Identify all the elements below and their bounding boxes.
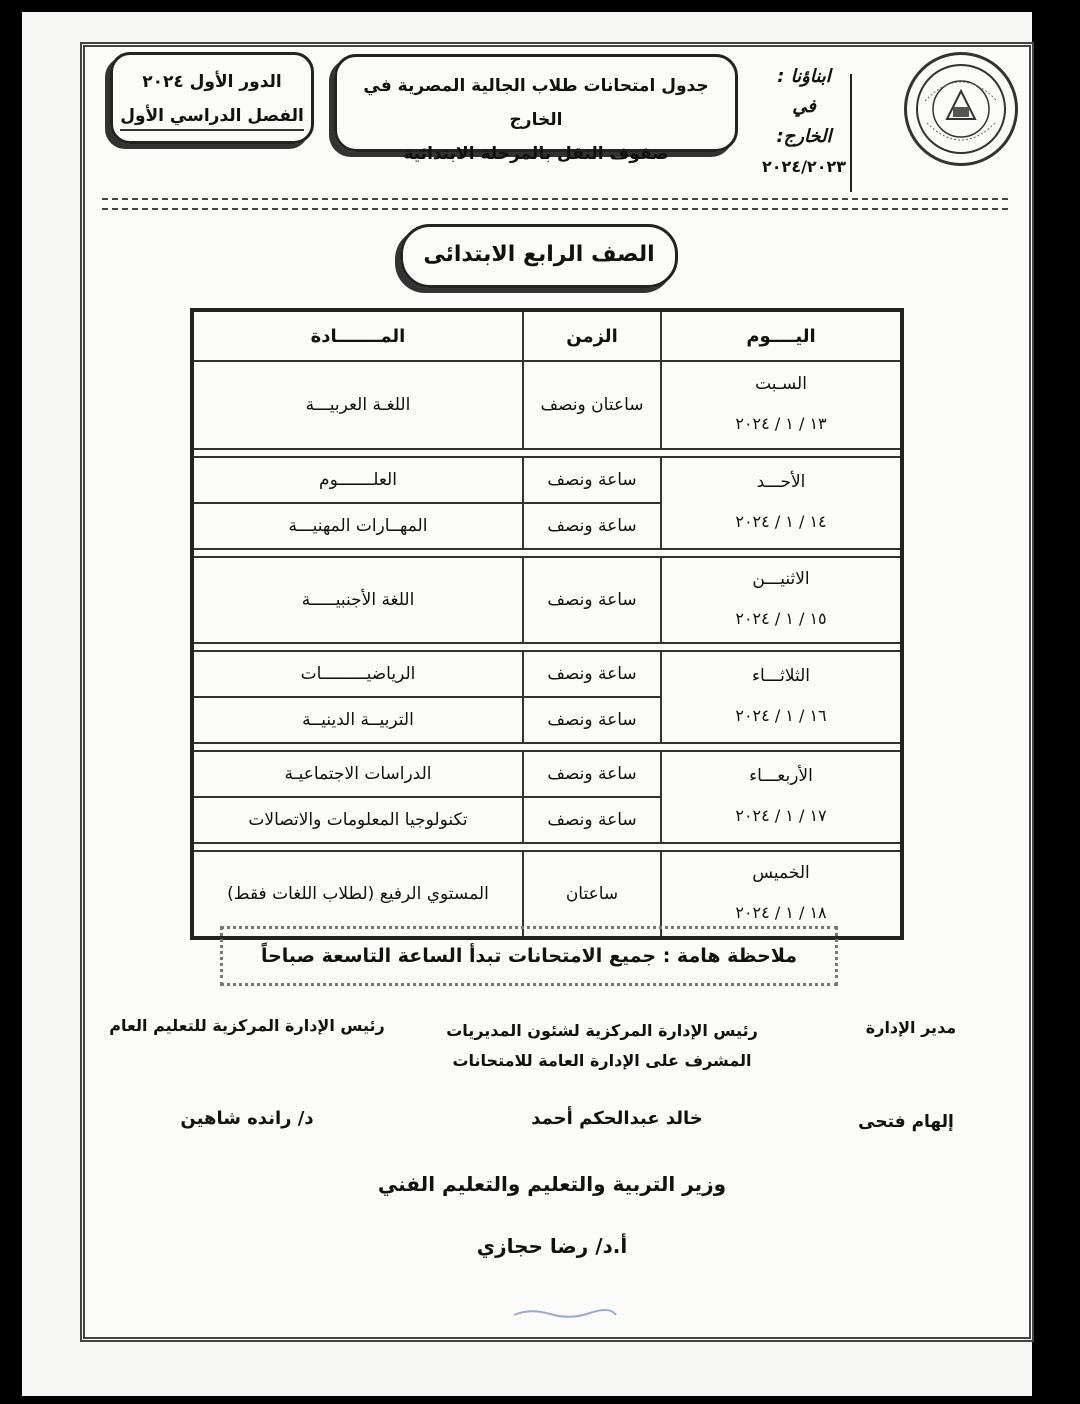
- day-cell: [661, 557, 902, 643]
- exam-schedule-table: [190, 308, 904, 940]
- day-date: ١٤ / ١ / ٢٠٢٤: [735, 512, 827, 531]
- day-cell: [661, 851, 902, 938]
- subject-cell: العلـــــــوم: [192, 457, 523, 503]
- day-cell: [661, 751, 902, 843]
- row-gap: [192, 743, 902, 751]
- stamp-mark-icon: [510, 1306, 620, 1320]
- header-separator: [102, 198, 1008, 210]
- time-cell: ساعة ونصف: [523, 503, 661, 549]
- general-name: د/ رانده شاهين: [180, 1108, 314, 1129]
- row-gap: [192, 549, 902, 557]
- time-cell: ساعة ونصف: [523, 751, 661, 797]
- ministry-seal-icon: [913, 61, 1009, 157]
- central-title-2: المشرف على الإدارة العامة للامتحانات: [452, 1051, 752, 1070]
- table-header-row: [192, 310, 902, 361]
- document-page: [22, 12, 1032, 1396]
- day-cell: [661, 361, 902, 449]
- row-gap: [192, 643, 902, 651]
- time-cell: ساعة ونصف: [523, 697, 661, 743]
- day-name: الخميس: [752, 863, 810, 883]
- time-cell: ساعتان ونصف: [523, 361, 661, 449]
- day-cell: [661, 651, 902, 743]
- minister-title: وزير التربية والتعليم والتعليم الفني: [377, 1172, 727, 1196]
- term-line2: الفصل الدراسي الأول: [120, 103, 304, 131]
- ink-stamp: [510, 1306, 620, 1320]
- central-name: خالد عبدالحكم أحمد: [531, 1108, 703, 1129]
- header-subject: المـــــــادة: [192, 310, 523, 361]
- subject-cell: اللغة الأجنبيـــــة: [192, 557, 523, 643]
- subject-cell: اللغـة العربيـــة: [192, 361, 523, 449]
- table-row: [192, 557, 902, 643]
- day-name: الثلاثـــاء: [751, 666, 811, 686]
- time-cell: ساعة ونصف: [523, 457, 661, 503]
- director-title: مدير الإدارة: [865, 1018, 957, 1037]
- row-gap: [192, 449, 902, 457]
- time-cell: ساعة ونصف: [523, 651, 661, 697]
- director-name: إلهام فتحى: [858, 1112, 954, 1132]
- subject-cell: الرياضيـــــــــات: [192, 651, 523, 697]
- term-line1: الدور الأول ٢٠٢٤: [142, 72, 282, 92]
- day-name: الأحـــد: [756, 472, 806, 492]
- grade-title: الصف الرابع الابتدائى: [400, 224, 678, 288]
- table-row: [192, 851, 902, 938]
- subject-cell: تكنولوجيا المعلومات والاتصالات: [192, 797, 523, 843]
- subject-cell: التربيــة الدينيــة: [192, 697, 523, 743]
- header-audience: [762, 62, 846, 182]
- day-name: الأربعـــاء: [749, 766, 813, 786]
- minister-name: أ.د/ رضا حجازي: [476, 1234, 628, 1258]
- title-line1: جدول امتحانات طلاب الجالية المصرية في الخارج: [363, 76, 709, 130]
- day-date: ١٥ / ١ / ٢٠٢٤: [735, 609, 827, 628]
- table-row: [192, 361, 902, 449]
- time-cell: ساعة ونصف: [523, 797, 661, 843]
- table-row: [192, 751, 902, 797]
- day-name: الاثنيـــن: [752, 569, 810, 589]
- important-note: ملاحظة هامة : جميع الامتحانات تبدأ الساعة التاسعة صباحاً: [220, 926, 838, 986]
- table-row: [192, 651, 902, 697]
- document-title: [334, 54, 738, 164]
- day-cell: [661, 457, 902, 549]
- audience-line2: في الخارج:: [776, 96, 832, 147]
- day-date: ١٣ / ١ / ٢٠٢٤: [735, 414, 827, 433]
- row-gap: [192, 843, 902, 851]
- header-day: اليــــوم: [661, 310, 902, 361]
- time-cell: ساعتان: [523, 851, 661, 938]
- academic-year: ٢٠٢٤/٢٠٢٣: [762, 157, 846, 176]
- day-name: السـبت: [755, 374, 807, 394]
- central-title-1: رئيس الإدارة المركزية لشئون المديريات: [446, 1021, 758, 1040]
- header-time: الزمن: [523, 310, 661, 361]
- day-date: ١٧ / ١ / ٢٠٢٤: [735, 806, 827, 825]
- term-info: [110, 52, 314, 144]
- central-affairs-block: [442, 1016, 762, 1076]
- day-date: ١٦ / ١ / ٢٠٢٤: [735, 706, 827, 725]
- title-line2: صفوف النقل بالمرحلة الابتدائية: [403, 144, 669, 164]
- audience-line1: ابناؤنا :: [777, 66, 831, 87]
- subject-cell: الدراسات الاجتماعيـة: [192, 751, 523, 797]
- subject-cell: المهــارات المهنيـــة: [192, 503, 523, 549]
- general-education-title: رئيس الإدارة المركزية للتعليم العام: [109, 1016, 385, 1035]
- time-cell: ساعة ونصف: [523, 557, 661, 643]
- table-row: [192, 457, 902, 503]
- ministry-logo: [904, 52, 1018, 166]
- subject-cell: المستوي الرفيع (لطلاب اللغات فقط): [192, 851, 523, 938]
- header-divider: [850, 74, 852, 192]
- day-date: ١٨ / ١ / ٢٠٢٤: [735, 903, 827, 922]
